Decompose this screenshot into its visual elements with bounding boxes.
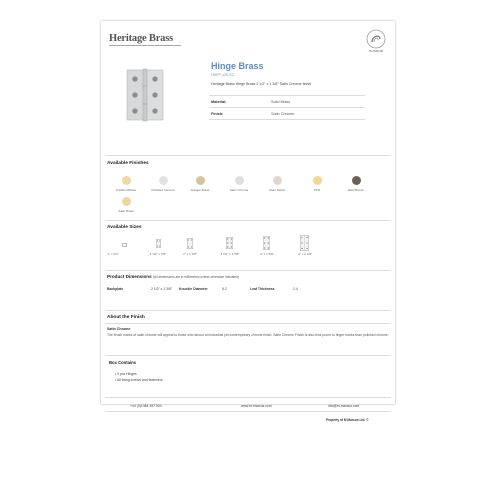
section-divider (105, 270, 391, 271)
size-label: 1 1/2" x 7/8" (149, 252, 167, 256)
box-list-item: • 3 pcs Hinges (115, 372, 137, 376)
finishes-heading: Available Finishes (107, 161, 149, 166)
footer-property-notice: Property of M Marcus Ltd. © (326, 418, 369, 422)
product-description: Heritage Brass Hinge Brass 2 1/2" x 1 3/8" Satin Chrome finish (211, 82, 312, 86)
footer-divider (105, 397, 391, 398)
finish-swatch-satin-brass (122, 197, 131, 206)
finish-swatch-satin-nickel (273, 176, 282, 185)
sizes-heading: Available Sizes (107, 225, 142, 230)
m-marcus-logo-text: m-marcus (368, 49, 384, 53)
finish-label: Satin Nickel (269, 188, 285, 192)
size-icon-2 (156, 239, 161, 248)
box-list-item: • All fixing screws and fasteners (115, 378, 163, 382)
size-label: 2" x 1 1/8" (183, 252, 197, 256)
size-icon-3 (187, 238, 193, 249)
knuckle-value: 5.2 (222, 287, 227, 291)
footer-divider (105, 411, 391, 412)
finish-label: Antique Brass (190, 188, 210, 192)
size-icon-6 (300, 235, 309, 251)
m-marcus-logo-icon (366, 29, 386, 49)
section-divider (105, 355, 391, 356)
size-icon-5 (263, 236, 270, 250)
finish-swatch-polished-brass (122, 176, 131, 185)
size-label: 4" x 2 1/8" (298, 252, 312, 256)
finish-swatch-antique-brass (196, 176, 205, 185)
finish-label: Satin Brass (118, 209, 134, 213)
leaf-value: 1.4 (293, 287, 298, 291)
finish-label: Satin Chrome (229, 188, 249, 192)
size-icon-4 (226, 237, 233, 249)
backplate-value: 2 1/2" x 1 3/8" (151, 287, 173, 291)
brand-logo: Heritage Brass (109, 33, 173, 44)
hinge-product-image (125, 67, 165, 123)
backplate-label: Backplate (107, 287, 124, 291)
knuckle-label: Knuckle Diameter (179, 287, 208, 291)
product-title: Hinge Brass (211, 61, 264, 71)
footer-phone[interactable]: +44 (0)1384 457 900 (130, 404, 162, 408)
finish-swatch-pvd (313, 176, 322, 185)
spec-divider (209, 119, 365, 120)
section-divider (105, 323, 391, 324)
spec-value: Solid Brass (271, 100, 291, 104)
finish-swatch-polished-chrome (159, 176, 168, 185)
spec-row-material (209, 96, 365, 107)
finish-label: Polished Brass (115, 188, 136, 192)
size-icon-1 (122, 243, 127, 247)
spec-row-finish (209, 108, 365, 119)
box-item-text: 3 pcs Hinges (117, 372, 137, 376)
section-divider (105, 220, 391, 221)
about-heading: About the Finish (107, 315, 145, 320)
dimensions-heading-row (107, 274, 239, 279)
finish-label: PVD (313, 188, 321, 192)
finish-swatch-satin-chrome (235, 176, 244, 185)
leaf-label: Leaf Thickness (250, 287, 275, 291)
finish-label: Matt Bronze (347, 188, 365, 192)
section-divider (105, 155, 391, 156)
section-divider (105, 310, 391, 311)
about-finish-text: The brush marks of satin chrome will appeal to those who favour an industrial yet contemporary chrome finish. Satin Chrome Finish is also less prone to finger marks than polished chrome. (107, 333, 389, 337)
finish-label: Polished Chrome (151, 188, 175, 192)
box-item-text: All fixing screws and fasteners (116, 378, 163, 382)
footer-website[interactable]: www.m-marcus.com (241, 404, 272, 408)
spec-value: Satin Chrome (271, 112, 295, 116)
spec-label: Finish: (211, 112, 224, 116)
box-heading: Box Contains (109, 360, 136, 365)
size-label: 1" x 3/4" (107, 252, 119, 256)
spec-label: Material: (211, 100, 227, 104)
product-code: HDPF-120-SC (211, 73, 235, 77)
footer-email[interactable]: info@m-marcus.com (328, 404, 360, 408)
brand-underline (109, 45, 181, 46)
size-label: 2 1/2" x 1 3/8" (220, 252, 240, 256)
dimensions-note: (All dimensions are in millimetres unless otherwise indicated) (152, 275, 239, 279)
about-finish-name: Satin Chrome (107, 327, 131, 331)
finish-swatch-matt-bronze (352, 176, 361, 185)
size-label: 3" x 1 5/8" (260, 252, 274, 256)
product-datasheet (101, 21, 395, 422)
dimensions-heading: Product Dimensions (107, 274, 152, 279)
